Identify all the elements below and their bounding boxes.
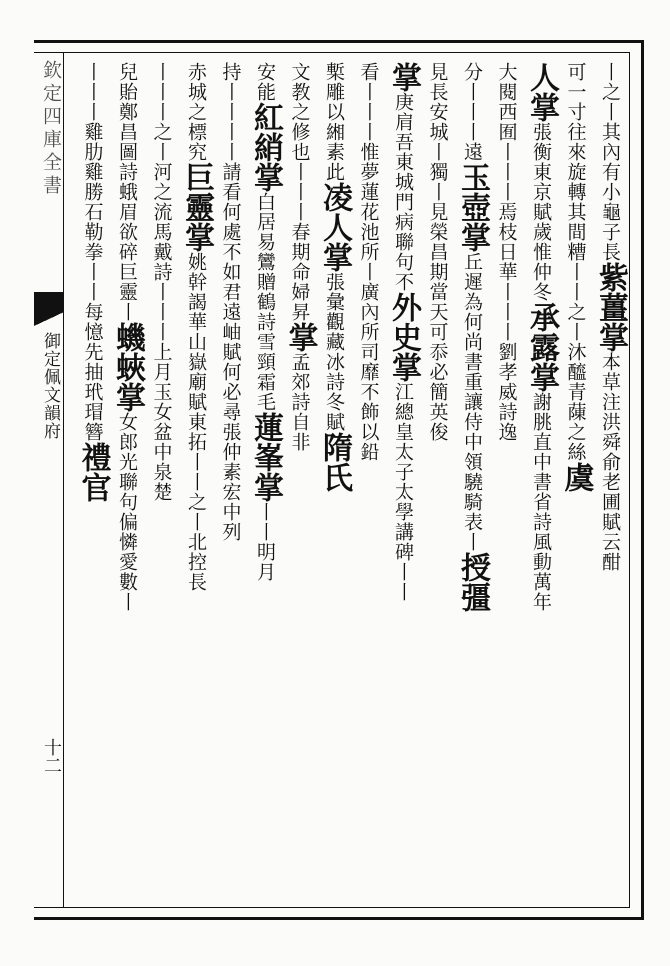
text-segment: 糟丨丨之丨沐醯青蔯之絲 bbox=[564, 242, 587, 462]
text-segment: 女郎光聯句偏憐愛數丨 bbox=[116, 412, 138, 612]
text-segment: 河之流馬戴詩丨丨丨上月玉女盆中泉楚 bbox=[150, 162, 173, 502]
text-segment: 分丨丨丨遠 bbox=[461, 62, 483, 162]
text-segment: 丨丨丨春期命婦昇 bbox=[288, 162, 311, 322]
text-segment: 巨靈丨 bbox=[116, 262, 138, 322]
fishtail-mark bbox=[34, 292, 64, 312]
text-segment: 本草注洪舜俞老圃賦云酣 bbox=[599, 352, 621, 572]
text-segment: 文教之修也 bbox=[288, 62, 311, 162]
entry-headword: 掌 bbox=[386, 62, 421, 92]
text-segment: 張彙觀藏冰詩冬賦 bbox=[323, 272, 345, 432]
text-column bbox=[420, 62, 456, 902]
text-segment: 白居易鸞贈鶴詩雪頸霜毛 bbox=[254, 192, 276, 412]
text-column bbox=[351, 62, 387, 902]
text-segment: 持丨丨丨丨請看何處不如君 bbox=[219, 62, 242, 302]
entry-headword: 授彊 bbox=[455, 552, 490, 612]
text-column bbox=[454, 62, 490, 902]
entry-headword: 外史掌 bbox=[386, 292, 421, 382]
text-column bbox=[247, 62, 283, 902]
text-segment: 張仲素宏中列 bbox=[219, 422, 242, 542]
text-segment: 可一寸往來旋轉其間 bbox=[564, 62, 587, 242]
entry-headword: 玉壺掌 bbox=[455, 162, 490, 252]
entry-headword: 虞 bbox=[558, 462, 594, 492]
text-segment: 兒貽鄭昌圖詩蛾眉欲碎 bbox=[116, 62, 138, 262]
text-segment: 丨獨丨見榮昌期當天可忝必簡英俊 bbox=[426, 142, 449, 442]
text-segment: 謝朓直中書省詩風動萬年 bbox=[530, 392, 552, 612]
text-segment: 孟郊詩自非 bbox=[288, 352, 311, 452]
text-segment: 看丨丨丨惟夢蓮花池 bbox=[357, 62, 380, 242]
text-column bbox=[523, 62, 559, 902]
entry-headword: 隋氏 bbox=[317, 432, 352, 492]
entry-headword: 凌人掌 bbox=[317, 182, 352, 272]
text-segment: 丘遲為何尚書重讓侍中領驍騎表丨 bbox=[461, 252, 483, 552]
text-segment: 丨之丨其內有小龜子長 bbox=[599, 62, 621, 262]
text-segment: 遠岫賦何必尋 bbox=[219, 302, 242, 422]
text-column bbox=[213, 62, 249, 902]
text-column bbox=[75, 62, 111, 902]
text-segment: 庚肩吾東城門病聯句不 bbox=[392, 92, 414, 292]
entry-headword: 紅綃掌 bbox=[248, 102, 283, 192]
text-column bbox=[282, 62, 318, 902]
entry-headword: 蟣蛺掌 bbox=[110, 322, 145, 412]
text-segment: 丨丨丨雞肋雞勝石勒拳 bbox=[81, 62, 104, 262]
text-segment: 丨丨每憶先抽玳瑁簪 bbox=[81, 262, 104, 442]
text-column bbox=[109, 62, 145, 902]
entry-headword: 人掌 bbox=[524, 62, 559, 122]
book-subtitle: 御定佩文韻府 bbox=[40, 332, 60, 440]
leaf-number: 十二 bbox=[41, 738, 62, 774]
text-segment: 槧雕以緗素此 bbox=[323, 62, 345, 182]
entry-headword: 掌 bbox=[282, 322, 318, 352]
text-segment: 大閱西囿丨丨丨焉 bbox=[495, 62, 518, 222]
entry-headword: 紫薑掌 bbox=[593, 262, 628, 352]
text-column bbox=[592, 62, 628, 902]
book-title: 欽定四庫全書 bbox=[40, 60, 62, 198]
entry-headword: 蓮峯掌 bbox=[248, 412, 283, 502]
text-segment: 所丨廣內所司靡不飾以鉛 bbox=[357, 242, 380, 462]
text-column bbox=[178, 62, 214, 902]
entry-headword: 巨靈掌 bbox=[179, 162, 214, 252]
text-column bbox=[144, 62, 180, 902]
text-segment: 丨丨丨之丨 bbox=[150, 62, 173, 162]
text-segment: 江總皇太子太學講碑丨丨 bbox=[392, 382, 414, 602]
text-column bbox=[316, 62, 352, 902]
entry-headword: 禮官 bbox=[75, 442, 111, 502]
text-segment: 枝日華丨丨丨劉孝威詩逸 bbox=[495, 222, 518, 442]
fishtail-wedge bbox=[34, 312, 64, 326]
text-segment: 見長安城 bbox=[426, 62, 449, 142]
entry-headword: 承露掌 bbox=[524, 302, 559, 392]
text-segment: 姚幹謁華山嶽廟賦東拓丨丨之丨北控長 bbox=[185, 252, 207, 592]
text-segment: 安能 bbox=[254, 62, 276, 102]
text-column bbox=[385, 62, 421, 902]
text-segment: 赤城之標究 bbox=[185, 62, 207, 162]
text-column bbox=[489, 62, 525, 902]
text-segment: 張衡東京賦歲惟仲冬 bbox=[530, 122, 552, 302]
text-segment: 丨丨明月 bbox=[254, 502, 276, 582]
text-column bbox=[558, 62, 594, 902]
